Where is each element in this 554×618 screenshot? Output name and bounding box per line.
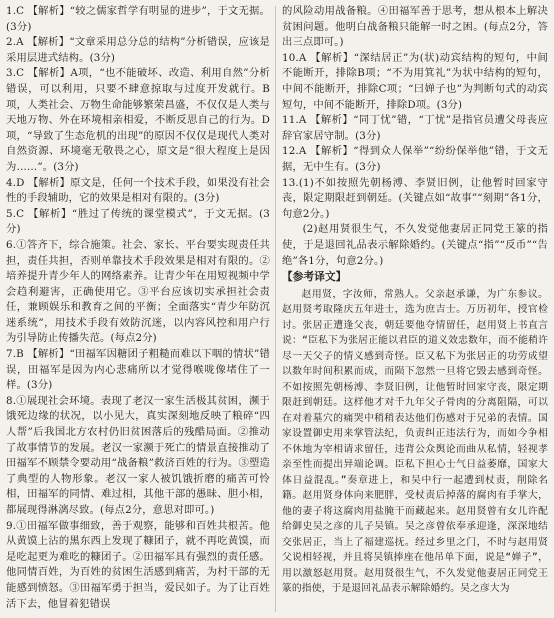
answer-column-left <box>6 4 270 612</box>
answer-item: 的风险动用战备粮。④田福军善于思考，想从根本上解决贫困问题。他明白战备粮只能解一时之困。(每点2分，答出三点即可。) <box>282 5 548 49</box>
answer-item: 7.B 【解析】“田福军因糖团子粗糙而难以下咽的情状”错误，田福军是因为内心悲痛所以才觉得喉咙像堵住了一样。(3分) <box>6 348 270 392</box>
answer-item: 3.C 【解析】A项，“也不能破坏、改造、利用自然”分析错误，可以利用，只要不肆意掠取与过度开发就行。B项，人类社会、万物生命能够繁荣昌盛，不仅仅是人类与天地万物、外在环境相亲相爱，不断反思自己的行为。D项，“导致了生态危机的出现”的原因不仅仅是现代人类对自然资源、环境毫无敬畏之心，原文是“很大程度上是因为……”。(3分) <box>6 67 270 173</box>
answer-column-right <box>282 4 548 597</box>
answer-item: 13.(1)不如按照先朝杨溥、李贤旧例，让他暂时回家守丧，限定期限赶到朝廷。(关键点如“故事”“刻期”各1分，句意2分。) <box>282 176 548 220</box>
answer-item: 11.A 【解析】“同丁忧”错，“丁忧”是指官员遭父母丧应辞官家居守制。(3分) <box>282 114 548 142</box>
answer-item: 8.①展现社会环境。表现了老汉一家生活极其贫困，濒于饿死边缘的状况，以小见大，真实深刻地反映了粮碎“四人帮”后我国北方农村仍旧贫困落后的残酷局面。②推动了故事情节的发展。老汉一家濒于死亡的情景直接推动了田福军不顾禁令要动用“战备粮”救济百姓的行为。③塑造了典型的人物形象。老汉一家人被饥饿折磨的痛苦可怜相，田福军的同情、难过相，其他干部的愚昧、胆小相，都展现得淋漓尽致。(每点2分，意思对即可。) <box>6 394 270 516</box>
column-divider <box>275 6 276 612</box>
answer-item: 12.A 【解析】“得到众人保举”“纷纷保举他”错，于文无据，无中生有。(3分) <box>282 145 548 173</box>
reference-translation-title: 【参考译文】 <box>282 271 347 284</box>
answer-item: 9.①田福军做事细致，善于观察，能够和百姓共根苦。他从黄馍上沾的黑东西上发现了糠团子，就不再吃黄馍，而是吃起更为难吃的糠团子。②田福军具有强烈的责任感。他同情百姓，为百姓的贫困生活感到痛苦，为村干部的无能感到愤怒。③田福军勇于担当，爱民如子。为了让百姓活下去，他冒着犯错误 <box>6 519 270 610</box>
answer-item: 2.A 【解析】“文章采用总分总的结构”分析错误，应该是采用层进式结构。(3分) <box>6 36 270 64</box>
answer-item: 6.①答齐下，综合施策。社会、家长、平台要实现责任共担，责任共担，否则单靠技术手段效果是相对有限的。②培养提升青少年人的网络素养。让青少年在用短视频中学会趋利避害，正确使用它。③平台应该切实承担社会责任，兼顾娱乐和教育之间的平衡；全面落实“青少年防沉迷系统”，用技术手段有效防沉迷，以内容风控和用户行为引导防止传播失范。(每点2分) <box>6 238 270 345</box>
answer-item: 4.D 【解析】原文是，任何一个技术手段，如果没有社会性的手段辅助，它的效果是相对有限的。(3分) <box>6 176 270 205</box>
answer-item: (2)赵用贤很生气，不久发觉他妻居正同党王篆的指使，于是退回礼品表示解除婚约。(关键点“指”“反币”“告绝”各1分，句意2分。) <box>282 223 548 267</box>
answer-item: 5.C 【解析】“胜过了传统的课堂模式”，于文无据。(3分) <box>6 207 270 236</box>
answer-item: 1.C 【解析】“较之儒家哲学有明显的进步”，于文无据。(3分) <box>6 5 270 33</box>
translation-paragraph: 赵用贤，字汝师，常熟人。父亲赵承谦，为广东参议。赵用贤考取隆庆五年进士，选为庶吉士。万历初年，授官检讨。张居正遭逢父丧，朝廷要他夺情留任，赵用贤上书直言说：“臣私下为张居正能以君臣的道义效忠数年，而不能稍许尽一天父子的情义感到奇怪。臣又私下为张居正的功劳成望以数年时间积累而成，而陨下忽然一旦将它毁去感到奇怪。不如按照先朝杨溥、李贤旧例，让他暂时回家守丧，限定期限赶到朝廷。这样他才对千九年父子骨肉的分离阻隔，可以在对着墓穴的痛哭中稍稍表达他们伤感对于兄弟的表情。国家设置御史用来掌管法纪，负责纠正违法行为，而如今争相不休地为宰相请求留任，违背公众舆论而曲从私情，轻视孝亲至性而提出异端论调。臣私下担心士气日益萎靡，国家大体日益混乱。”奏章进上，和吴中行一起遭到杖责，削除名籍。赵用贤身体向来肥胖，受杖责后掉落的腐肉有手掌大，他的妻子将这腐肉用盐腌干而藏起来。赵用贤曾有女儿许配给御史吴之彦的儿子吴镇。吴之彦曾依奉承迎逢，深深地结交张居正，当上了福建巡抚。经过乡里之门，不时与赵用贤父说相轻视，并且将吴镇捧座在他吊单下面，说是“婵子”，用以激怒赵用贤。赵用贤很生气，不久发觉他妻居正同党王篆的指使，于是退回礼品表示解除婚约。吴之彦大为 <box>282 288 548 595</box>
answer-item: 10.A 【解析】“深结居正”为(状)动宾结构的短句，中间不能断开，排除B项；“不为用箕礼”为状中结构的短句，中间不能断开，排除C项；“曰婵子也”为判断句式的动宾短句，中间不能断开，排除D项。(3分) <box>282 51 548 111</box>
